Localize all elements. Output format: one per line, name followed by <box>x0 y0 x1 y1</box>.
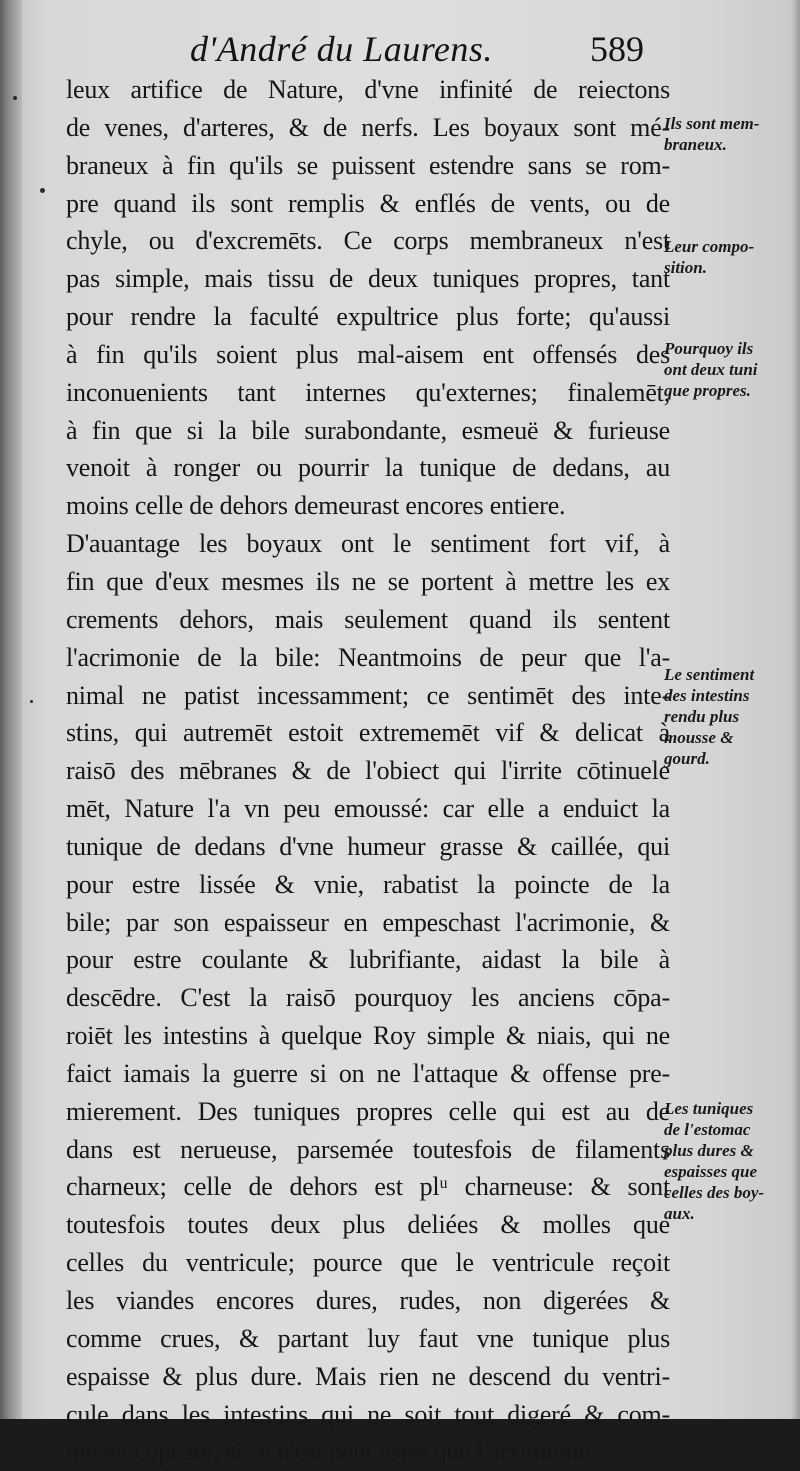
text-line: faict iamais la guerre si on ne l'attaque & offense pre- <box>66 1058 670 1088</box>
text-line: descēdre. C'est la raisō pourquoy les anciens cōpa- <box>66 983 670 1013</box>
text-line: celles du ventricule; pource que le ventricule reçoit <box>66 1248 670 1278</box>
margin-note-line: ont deux tuni <box>664 360 758 379</box>
ink-speck <box>40 188 45 193</box>
margin-note-line: mousse & <box>664 728 734 747</box>
text-line: D'auantage les boyaux ont le sentiment fort vif, à <box>66 529 670 559</box>
margin-note <box>664 113 798 155</box>
text-line: braneux à fin qu'ils se puissent estendre sans se rom- <box>66 150 670 180</box>
margin-note-line: Pourquoy ils <box>664 339 754 358</box>
margin-note-line: braneux. <box>664 135 727 154</box>
text-line: pas simple, mais tissu de deux tuniques propres, tant <box>66 264 670 294</box>
margin-note-line: sition. <box>664 258 707 277</box>
text-line: pour estre lissée & vnie, rabatist la poincte de la <box>66 869 670 899</box>
text-line: l'acrimonie de la bile: Neantmoins de peur que l'a- <box>66 642 670 672</box>
text-line: raisō des mēbranes & de l'obiect qui l'irrite cōtinuele <box>66 756 670 786</box>
margin-note-line: plus dures & <box>664 1141 754 1160</box>
ink-speck <box>13 96 17 100</box>
text-line: toutesfois toutes deux plus deliées & molles que <box>66 1210 670 1240</box>
text-line: moins celle de dehors demeurast encores entiere. <box>66 491 566 521</box>
text-line: mēt, Nature l'a vn peu emoussé: car elle a enduict la <box>66 794 670 824</box>
margin-note-line: de l'estomac <box>664 1120 751 1139</box>
margin-note-line: rendu plus <box>664 707 740 726</box>
text-line: chyle, ou d'excremēts. Ce corps membraneux n'est <box>66 226 670 256</box>
text-line: comme crues, & partant luy faut vne tunique plus <box>66 1323 670 1353</box>
text-line: à fin que si la bile surabondante, esmeuë & furieuse <box>66 415 670 445</box>
margin-note <box>664 236 798 278</box>
text-line: me en cōposte, si ce n'est peut estre que l'acrimonie <box>66 1437 591 1467</box>
running-title: d'André du Laurens. <box>190 29 493 69</box>
text-line: roiēt les intestins à quelque Roy simple & niais, qui ne <box>66 1021 670 1051</box>
margin-note-line: Ils sont mem- <box>664 114 760 133</box>
text-line: les viandes encores dures, rudes, non digerées & <box>66 1286 670 1315</box>
text-line: pour rendre la faculté expultrice plus forte; qu'aussi <box>66 302 670 332</box>
text-line: inconuenients tant internes qu'externes; finalemēt, <box>66 377 670 407</box>
margin-note-line: que propres. <box>664 381 751 400</box>
text-line: espaisse & plus dure. Mais rien ne descend du ventri- <box>66 1361 670 1391</box>
margin-note <box>664 338 798 401</box>
text-line: nimal ne patist incessamment; ce sentimēt des inte- <box>66 680 670 710</box>
text-line: pre quand ils sont remplis & enflés de vents, ou de <box>66 188 670 218</box>
margin-note-line: celles des boy- <box>664 1183 765 1202</box>
text-line: pour estre coulante & lubrifiante, aidast la bile à <box>66 945 670 975</box>
text-line: de venes, d'arteres, & de nerfs. Les boyaux sont mé- <box>66 112 670 142</box>
text-line: dans est nerueuse, parsemée toutesfois de filaments <box>66 1134 670 1164</box>
margin-note-line: espaisses que <box>664 1162 758 1181</box>
margin-note-line: Leur compo- <box>664 237 755 256</box>
text-line: mierement. Des tuniques propres celle qui est au de <box>66 1096 670 1126</box>
margin-note-line: aux. <box>664 1204 695 1223</box>
margin-note <box>664 1098 798 1224</box>
margin-note <box>664 664 798 769</box>
page-header <box>190 22 670 72</box>
margin-note-line: Le sentiment <box>664 665 755 684</box>
text-line: tunique de dedans d'vne humeur grasse & caillée, qui <box>66 831 670 861</box>
page-number: 589 <box>590 29 644 69</box>
text-line: à fin qu'ils soient plus mal-aisem ent offensés des <box>66 339 670 369</box>
text-line: crements dehors, mais seulement quand ils sentent <box>66 604 670 634</box>
text-line: bile; par son espaisseur en empeschast l'acrimonie, & <box>66 907 670 937</box>
text-line: stins, qui autremēt estoit extrememēt vif & delicat à <box>66 718 670 748</box>
ink-speck <box>30 700 33 703</box>
binding-gutter <box>0 0 22 1419</box>
text-line: leux artifice de Nature, d'vne infinité de reiectons <box>66 75 670 104</box>
text-line: fin que d'eux mesmes ils ne se portent à mettre les ex <box>66 566 670 596</box>
margin-note-line: gourd. <box>664 749 710 768</box>
body-text <box>66 71 670 1471</box>
text-line: cule dans les intestins qui ne soit tout digeré & com- <box>66 1399 670 1429</box>
text-line: venoit à ronger ou pourrir la tunique de dedans, au <box>66 453 670 483</box>
margin-note-line: des intestins <box>664 686 750 705</box>
margin-note-line: Les tuniques <box>664 1099 754 1118</box>
text-line: charneux; celle de dehors est plᵘ charneuse: & sont <box>66 1172 670 1202</box>
